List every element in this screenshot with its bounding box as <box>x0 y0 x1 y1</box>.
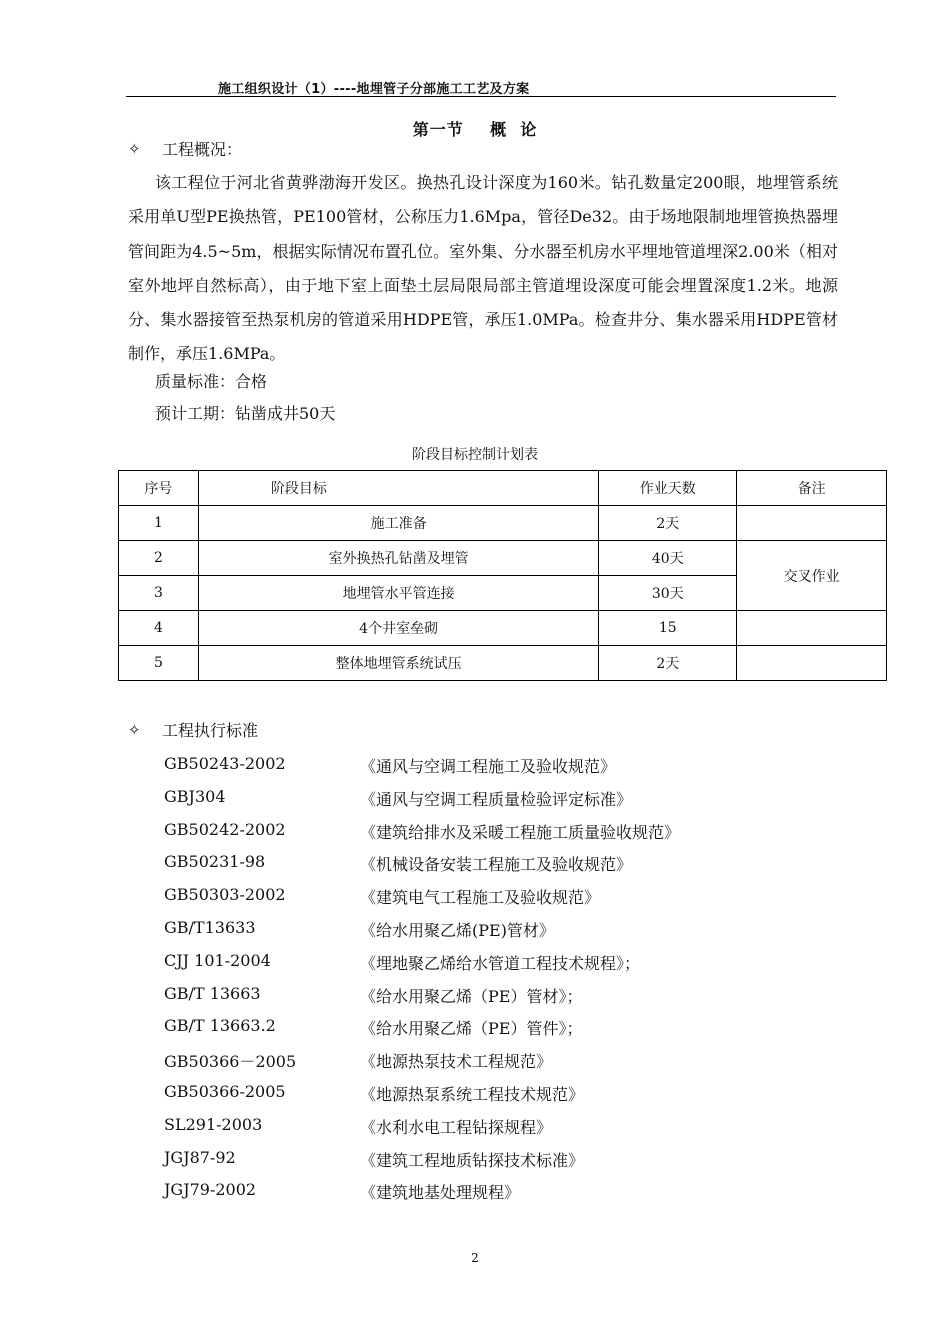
standard-title: 《地源热泵技术工程规范》 <box>360 1052 553 1072</box>
quality-standard: 质量标准：合格 <box>155 372 268 391</box>
header-cell: 作业天数 <box>599 471 737 506</box>
standard-title: 《给水用聚乙烯（PE）管材》； <box>360 986 583 1006</box>
standard-item <box>164 852 632 875</box>
overview-paragraph <box>128 166 838 372</box>
table-row <box>119 611 887 646</box>
standards-label: 工程执行标准 <box>162 721 259 740</box>
standard-item <box>164 885 600 908</box>
standard-code: GB/T13633 <box>164 918 256 937</box>
standard-item <box>164 754 616 777</box>
table-row <box>119 506 887 541</box>
table-cell: 2天 <box>599 506 737 541</box>
standard-code: GB50366－2005 <box>164 1052 297 1072</box>
overview-text: 该工程位于河北省黄骅渤海开发区。换热孔设计深度为160米。钻孔数量定200眼，地埋管系统采用单U型PE换热管，PE100管材，公称压力1.6Mpa，管径De32。由于场地限制地埋管换热器埋管间距为4.5~5m，根据实际情况布置孔位。室外集、分水器至机房水平埋地管道埋深2.00米（相对室外地坪自然标高），由于地下室上面垫土层局限局部主管道埋设深度可能会埋置深度1.2米。地源分、集水器接管至热泵机房的管道采用HDPE管，承压1.0MPa。检查井分、集水器采用HDPE管材制作，承压1.6MPa。 <box>128 173 838 364</box>
standard-item <box>164 918 555 941</box>
table-cell: 4 <box>119 611 199 646</box>
standard-item <box>164 787 632 810</box>
standard-code: GB50366-2005 <box>164 1082 286 1101</box>
table-cell: 2天 <box>599 646 737 681</box>
estimated-duration: 预计工期：钻凿成井50天 <box>155 404 336 423</box>
standard-title: 《建筑电气工程施工及验收规范》 <box>360 888 601 908</box>
standard-item <box>164 1016 582 1039</box>
table-caption: 阶段目标控制计划表 <box>412 447 538 463</box>
standard-item <box>164 1115 552 1138</box>
table-cell <box>737 506 887 541</box>
table-cell <box>737 611 887 646</box>
running-header: 施工组织设计（1）----地埋管子分部施工工艺及方案 <box>218 82 530 97</box>
table-cell: 40天 <box>599 541 737 576</box>
standard-item <box>164 1148 584 1171</box>
standard-title: 《通风与空调工程质量检验评定标准》 <box>360 789 633 809</box>
table-cell: 室外换热孔钻凿及埋管 <box>198 541 599 576</box>
header-rule <box>126 96 836 97</box>
table-header-row <box>119 471 887 506</box>
standard-title: 《地源热泵系统工程技术规范》 <box>360 1085 585 1104</box>
standard-item <box>164 1180 520 1203</box>
table-cell: 15 <box>599 611 737 646</box>
standards-heading <box>128 718 258 741</box>
table-cell: 5 <box>119 646 199 681</box>
page-number: 2 <box>471 1251 479 1265</box>
standard-title: 《给水用聚乙烯(PE)管材》 <box>360 921 555 940</box>
table-cell: 施工准备 <box>198 506 599 541</box>
table-cell: 3 <box>119 576 199 611</box>
table-cell: 30天 <box>599 576 737 611</box>
standard-code: CJJ 101-2004 <box>164 950 271 970</box>
header-cell: 阶段目标 <box>198 471 599 506</box>
merged-remark-cell: 交叉作业 <box>737 541 887 611</box>
standard-code: GB50243-2002 <box>164 754 286 773</box>
standard-title: 《水利水电工程钻探规程》 <box>360 1117 553 1137</box>
standard-item <box>164 984 582 1007</box>
standard-code: SL291-2003 <box>164 1114 263 1134</box>
standard-code: JGJ87-92 <box>164 1147 236 1167</box>
overview-heading <box>128 137 242 160</box>
standard-code: GB50242-2002 <box>164 819 286 839</box>
table-cell: 1 <box>119 506 199 541</box>
table-cell: 整体地埋管系统试压 <box>198 646 599 681</box>
standard-code: GB/T 13663.2 <box>164 1016 276 1036</box>
header-cell: 序号 <box>119 471 199 506</box>
section-title: 第一节 概 论 <box>412 120 538 139</box>
standard-code: JGJ79-2002 <box>164 1180 257 1200</box>
standard-item <box>164 951 640 974</box>
header-cell: 备注 <box>737 471 887 506</box>
standard-item <box>164 1082 584 1105</box>
standard-title: 《埋地聚乙烯给水管道工程技术规程》； <box>360 953 641 973</box>
diamond-bullet-icon: ✧ <box>128 139 141 158</box>
standard-code: GB50303-2002 <box>164 885 286 905</box>
standard-code: GBJ304 <box>164 786 226 806</box>
table-row <box>119 541 887 576</box>
standard-item <box>164 1049 552 1072</box>
standard-item <box>164 820 680 843</box>
standard-title: 《通风与空调工程施工及验收规范》 <box>360 757 617 776</box>
standard-title: 《建筑工程地质钻探技术标准》 <box>360 1150 585 1170</box>
table-cell: 2 <box>119 541 199 576</box>
standard-title: 《建筑给排水及采暖工程施工质量验收规范》 <box>360 822 681 842</box>
table-row <box>119 646 887 681</box>
standard-title: 《给水用聚乙烯（PE）管件》； <box>360 1019 583 1039</box>
overview-label: 工程概况： <box>162 140 243 159</box>
table-cell <box>737 646 887 681</box>
stage-plan-table <box>118 470 887 681</box>
table-cell: 4个井室垒砌 <box>198 611 599 646</box>
table-cell: 地埋管水平管连接 <box>198 576 599 611</box>
diamond-bullet-icon: ✧ <box>128 720 141 739</box>
standard-code: GB/T 13663 <box>164 983 261 1003</box>
standard-title: 《机械设备安装工程施工及验收规范》 <box>360 855 633 875</box>
standard-code: GB50231-98 <box>164 852 266 872</box>
standard-title: 《建筑地基处理规程》 <box>360 1183 521 1203</box>
